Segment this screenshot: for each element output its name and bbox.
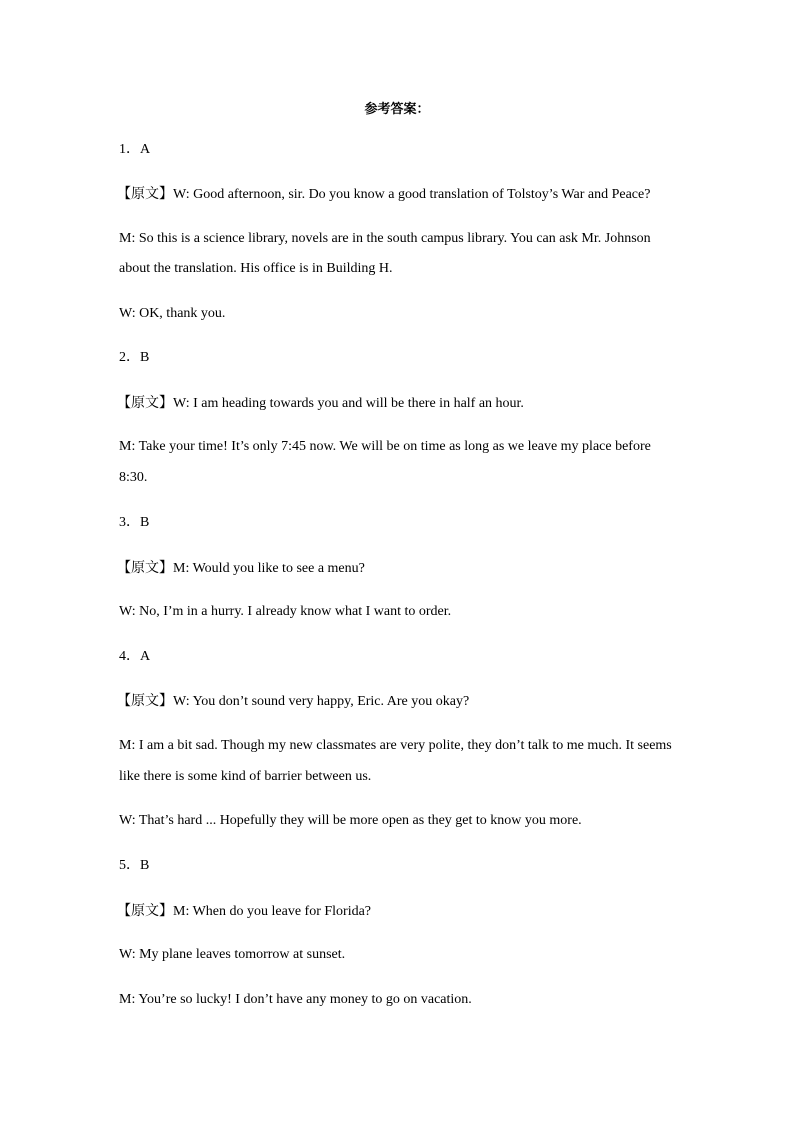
page-title: 参考答案：	[364, 102, 430, 117]
transcript-line: 8:30.	[119, 470, 148, 485]
transcript-tag: 【原文】	[117, 903, 173, 919]
transcript-line	[119, 558, 679, 579]
transcript-line	[119, 393, 679, 414]
transcript-tag: 【原文】	[117, 560, 173, 576]
transcript-tag: 【原文】	[117, 186, 173, 202]
transcript-text: M: Would you like to see a menu?	[173, 561, 365, 576]
transcript-text: W: You don’t sound very happy, Eric. Are you okay?	[173, 694, 470, 709]
transcript-line: M: You’re so lucky! I don’t have any money to go on vacation.	[119, 992, 472, 1007]
transcript-line	[119, 691, 679, 712]
answer-4: 4．A	[119, 649, 151, 664]
answer-2: 2．B	[119, 350, 150, 365]
answer-1: 1．A	[119, 142, 151, 157]
transcript-tag: 【原文】	[117, 693, 173, 709]
transcript-line: W: No, I’m in a hurry. I already know what I want to order.	[119, 604, 452, 619]
answer-5: 5．B	[119, 858, 150, 873]
transcript-line: M: Take your time! It’s only 7:45 now. We will be on time as long as we leave my place before	[119, 439, 651, 454]
transcript-text: W: I am heading towards you and will be there in half an hour.	[173, 396, 524, 411]
transcript-line: W: My plane leaves tomorrow at sunset.	[119, 947, 346, 962]
transcript-line: M: So this is a science library, novels are in the south campus library. You can ask Mr. Johnson	[119, 231, 651, 246]
transcript-line: W: That’s hard ... Hopefully they will be more open as they get to know you more.	[119, 813, 582, 828]
answer-3: 3．B	[119, 515, 150, 530]
transcript-line	[119, 901, 679, 922]
transcript-tag: 【原文】	[117, 395, 173, 411]
transcript-line	[119, 184, 679, 205]
transcript-line: like there is some kind of barrier between us.	[119, 769, 372, 784]
transcript-text: M: When do you leave for Florida?	[173, 904, 372, 919]
transcript-line: about the translation. His office is in Building H.	[119, 261, 393, 276]
transcript-line: M: I am a bit sad. Though my new classmates are very polite, they don’t talk to me much. It seems	[119, 738, 672, 753]
transcript-text: W: Good afternoon, sir. Do you know a good translation of Tolstoy’s War and Peace?	[173, 187, 651, 202]
transcript-line: W: OK, thank you.	[119, 306, 226, 321]
